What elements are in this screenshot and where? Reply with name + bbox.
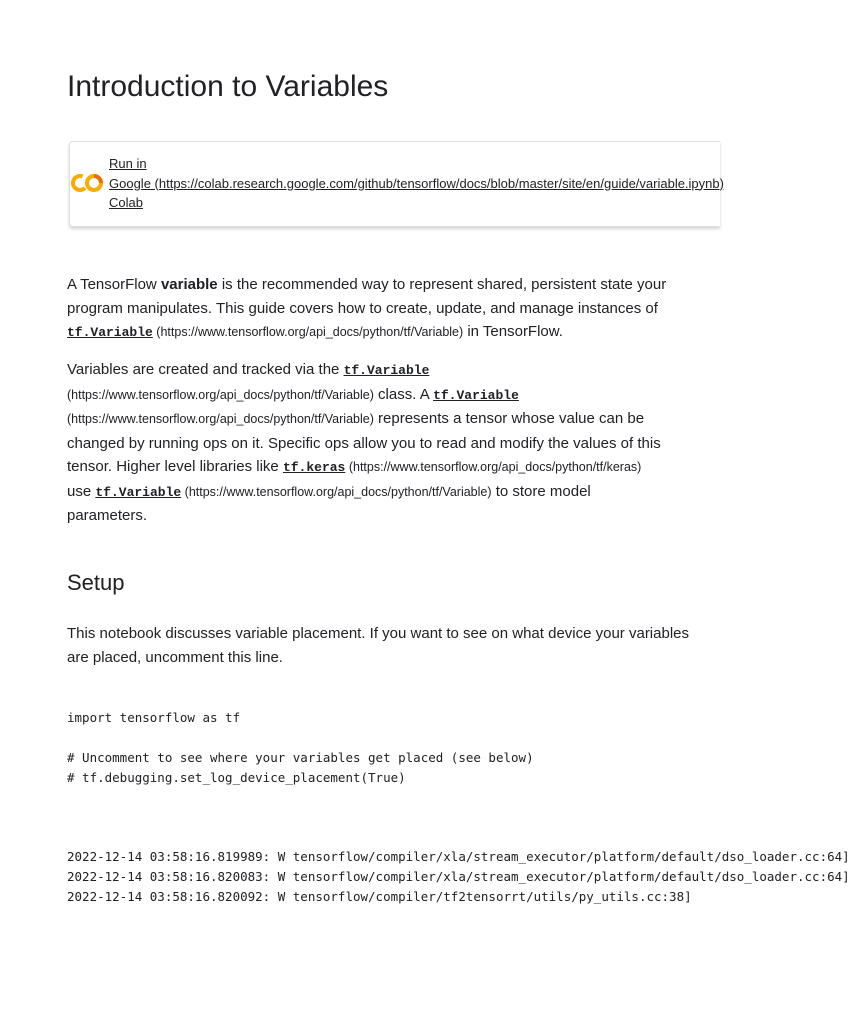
- tf-variable-link[interactable]: tf.Variable: [433, 387, 519, 403]
- run-in-colab-box[interactable]: [69, 141, 724, 227]
- code-line: import tensorflow as tf: [67, 710, 241, 725]
- colab-link-line1[interactable]: Run in: [109, 156, 147, 171]
- tf-variable-link[interactable]: tf.Variable: [343, 363, 430, 378]
- para-text: tensor. Higher level libraries like: [67, 458, 283, 475]
- variables-paragraph: [67, 358, 687, 528]
- para-text: use: [67, 482, 96, 500]
- intro-bold-term: variable: [160, 276, 218, 293]
- colab-link-line2[interactable]: Google (https://colab.research.google.com/github/tensorflow/docs/blob/master/site/en/guide/variable.ipynb): [109, 175, 724, 191]
- setup-text: This notebook discusses variable placement. If you want to see on what device your variables: [67, 625, 690, 642]
- intro-text: A TensorFlow: [67, 276, 161, 293]
- tf-keras-link[interactable]: tf.keras: [282, 460, 346, 475]
- colab-link-line3[interactable]: Colab: [109, 195, 143, 210]
- output-line: 2022-12-14 03:58:16.820092: W tensorflow/compiler/tf2tensorrt/utils/py_utils.cc:38]: [67, 889, 692, 904]
- code-line: # tf.debugging.set_log_device_placement(True): [67, 770, 406, 785]
- code-line: # Uncomment to see where your variables get placed (see below): [67, 750, 534, 765]
- tf-keras-url: (https://www.tensorflow.org/api_docs/python/tf/keras): [345, 460, 642, 474]
- output-line: 2022-12-14 03:58:16.819989: W tensorflow/compiler/xla/stream_executor/platform/default/dso_loader.cc:64]: [67, 849, 850, 864]
- intro-text: in TensorFlow.: [463, 323, 563, 340]
- run-in-colab-link[interactable]: [109, 154, 724, 213]
- intro-text: program manipulates. This guide covers how to create, update, and manage instances of: [67, 299, 658, 317]
- tf-variable-url: (https://www.tensorflow.org/api_docs/python/tf/Variable): [181, 484, 492, 499]
- para-text: represents a tensor whose value can be: [373, 410, 645, 427]
- tf-variable-url: (https://www.tensorflow.org/api_docs/python/tf/Variable): [67, 412, 374, 426]
- tf-variable-link[interactable]: tf.Variable: [95, 484, 182, 500]
- para-text: to store model: [491, 482, 591, 500]
- page-title: Introduction to Variables: [67, 70, 389, 103]
- tf-variable-url: (https://www.tensorflow.org/api_docs/python/tf/Variable): [152, 325, 464, 339]
- intro-text: is the recommended way to represent shared, persistent state your: [217, 276, 667, 293]
- para-text: Variables are created and tracked via the: [67, 361, 344, 378]
- output-block: [67, 847, 850, 907]
- setup-text: are placed, uncomment this line.: [67, 648, 283, 666]
- setup-heading: Setup: [67, 570, 125, 595]
- para-text: parameters.: [67, 507, 148, 524]
- output-line: 2022-12-14 03:58:16.820083: W tensorflow/compiler/xla/stream_executor/platform/default/dso_loader.cc:64]: [67, 869, 850, 884]
- code-line: [67, 728, 700, 748]
- intro-paragraph: [67, 273, 687, 345]
- tf-variable-url: (https://www.tensorflow.org/api_docs/python/tf/Variable): [67, 387, 374, 402]
- setup-paragraph: [67, 622, 690, 669]
- para-text: class. A: [373, 385, 434, 403]
- para-text: changed by running ops on it. Specific ops allow you to read and modify the values of this: [67, 434, 661, 452]
- code-block[interactable]: [67, 708, 700, 788]
- tf-variable-link[interactable]: tf.Variable: [67, 325, 153, 340]
- colab-logo-icon: [70, 172, 104, 194]
